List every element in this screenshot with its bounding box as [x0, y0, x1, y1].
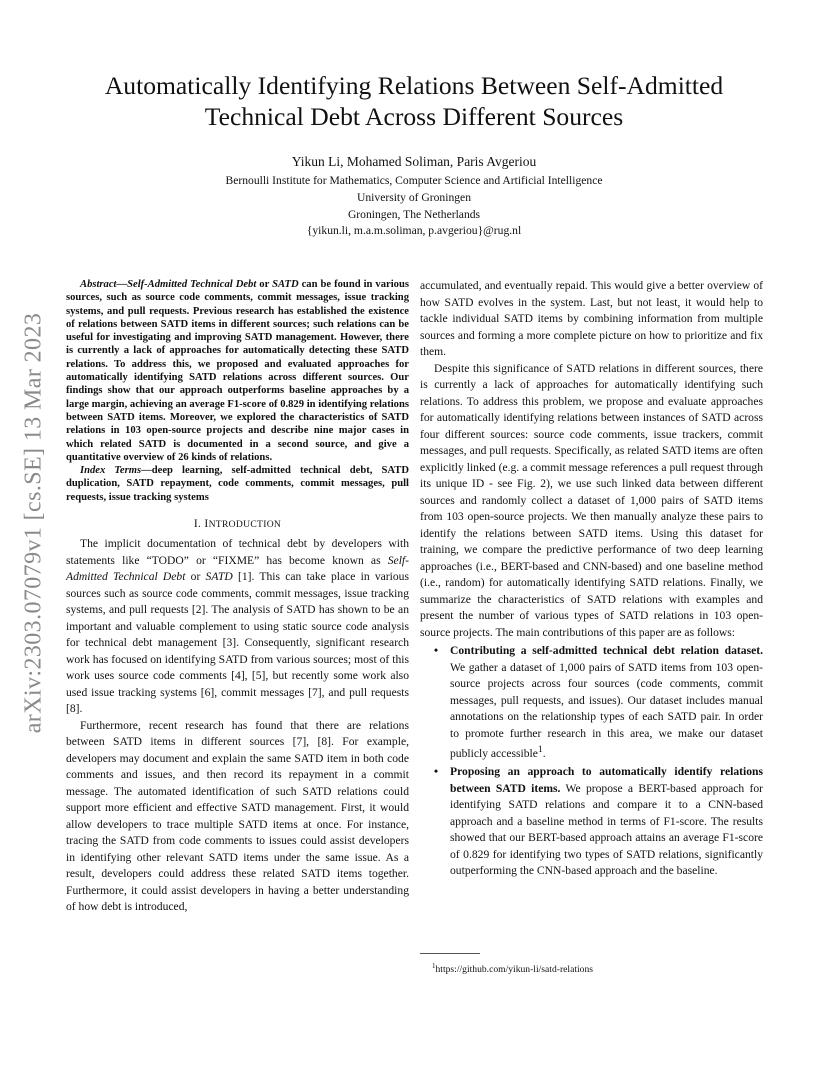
affiliation-block [0, 173, 828, 240]
bullet-marker: • [434, 644, 439, 657]
author-list: Yikun Li, Mohamed Soliman, Paris Avgeriou [291, 154, 537, 169]
abstract-body: can be found in various sources, such as source code comments, commit messages, issue tracking systems, and pull requests. Previous research has established the existence of relations between SATD items in different sources; such relations can be useful for investigating and improving SATD management. However, there is currently a lack of approaches for automatically detecting these SATD relations. To address this, we proposed and evaluated approaches for automatically identifying SATD relations across different sources. Our findings show that our approach outperforms baseline approaches by a large margin, achieving an average F1-score of 0.829 in identifying relations between SATD items. Moreover, we explored the characteristics of SATD relations in 103 open-source projects and describe nine major cases in which related SATD is documented in a second source, and give a quantitative overview of 26 kinds of relations. [66, 279, 409, 463]
intro-paragraph-2: Furthermore, recent research has found that there are relations between SATD items in different sources [7], [8]. For example, developers may document and explain the same SATD item in both code comments and issues, and then record its repayment in a commit message. The automated identification of such SATD relations could support more efficient and effective SATD management. First, it would allow developers to trace multiple SATD items at once. For instance, tracing the SATD from code comments to issues could assist developers in identifying other relevant SATD items under the same issue. As a result, developers could address these related SATD items together. Furthermore, it could assist developers in having a better understanding of how debt is introduced, [66, 718, 409, 914]
intro-paragraph-2-continued: accumulated, and eventually repaid. This would give a better overview of how SATD evolves in the system. Last, but not least, it would help to tackle individual SATD items by combining information from multiple sources and forming a more complete picture on how to prioritize and fix them. [420, 279, 763, 358]
abstract [66, 278, 409, 464]
title-line-1: Automatically Identifying Relations Between Self-Admitted [104, 71, 724, 100]
index-terms [66, 464, 409, 504]
affiliation-location: Groningen, The Netherlands [347, 207, 481, 221]
contribution-item-approach [420, 764, 763, 880]
contribution-2-heading: Proposing an approach to automatically identify relations between SATD items. [450, 765, 763, 795]
footnote [432, 960, 593, 976]
abstract-label: Abstract [80, 279, 117, 290]
affiliation-institute: Bernoulli Institute for Mathematics, Computer Science and Artificial Intelligence [225, 174, 603, 187]
footnote-mark: 1 [432, 962, 436, 970]
contribution-1-end: . [542, 746, 546, 760]
intro-paragraph-1 [66, 536, 409, 718]
affiliation-university: University of Groningen [357, 190, 471, 204]
footnote-divider [420, 953, 480, 954]
right-column [420, 278, 763, 882]
arxiv-sidebar [19, 288, 49, 758]
index-terms-label: Index Terms [80, 465, 142, 477]
intro-p1-text-b: [1]. This can take place in various sources such as source code comments, commit messages, issue tracking systems, and pull requests [2]. The analysis of SATD has shown to be an important and valuable complement to using static source code analysis for technical debt management [3]. Consequently, significant research work has focused on identifying SATD from various sources; most of this work uses source code comments [4], [5], but recently some work also used issue tracking systems [6], commit messages [7], and pull requests [8]. [66, 570, 409, 716]
intro-paragraph-3: Despite this significance of SATD relations in different sources, there is currently a lack of approaches for automatically identifying such relations. To address this problem, we propose and evaluate approaches for automatically identifying relations between instances of SATD across four different sources: source code comments, issue trackers, commit messages, and pull requests. Specifically, as related SATD items are often explicitly linked (e.g. a commit message references a pull request through its unique ID - see Fig. 2), we use such linked data between different sources and randomly collect a dataset of 1,000 pairs of SATD items from 103 open-source projects. We then manually analyze these pairs to identify the relations between SATD items. Using this dataset for training, we compare the predictive performance of two deep learning approaches (i.e., BERT-based and CNN-based) and one baseline method (i.e., random) for automatically identifying SATD relations. Finally, we summarize the characteristics of SATD relations with examples and present the number of various types of SATD relations in 103 open-source projects. The main contributions of this paper are as follows: [420, 361, 763, 639]
paper-title [60, 70, 768, 132]
footnote-reference: 1 [537, 744, 543, 755]
contribution-1-heading: Contributing a self-admitted technical debt relation dataset. [450, 644, 763, 657]
intro-p1-text-a: The implicit documentation of technical debt by developers with statements like “TODO” or “FIXME” has become known as [66, 537, 409, 567]
index-terms-body: —deep learning, self-admitted technical debt, SATD duplication, SATD repayment, code comments, commit messages, pull requests, issue tracking systems [66, 465, 409, 503]
arxiv-identifier: arXiv:2303.07079v1 [cs.SE] 13 Mar 2023 [20, 312, 47, 734]
bullet-marker: • [434, 765, 439, 779]
footnote-link[interactable]: https://github.com/yikun-li/satd-relations [435, 964, 593, 976]
contribution-1-text: We gather a dataset of 1,000 pairs of SATD items from 103 open-source projects across four sources (code comments, commit messages, pull requests, and issues). Our dataset includes manual annotations on the relationship types of each SATD pair. In order to promote further research in this area, we make our dataset publicly accessible [450, 660, 763, 760]
section-heading-introduction [66, 516, 409, 533]
abstract-dash: — [116, 279, 128, 290]
intro-p1-term-1: Self-Admitted Technical Debt [66, 553, 409, 584]
intro-p1-term-2: SATD [205, 570, 233, 584]
intro-p1-or: or [185, 570, 206, 584]
abstract-term-satd-long: Self-Admitted Technical Debt [127, 279, 257, 290]
section-numeral: I. I [193, 517, 209, 531]
contribution-item-dataset [420, 643, 763, 762]
affiliation-emails: {yikun.li, m.a.m.soliman, p.avgeriou}@rug.nl [306, 224, 522, 238]
abstract-term-satd: SATD [272, 279, 299, 290]
left-column [66, 278, 409, 916]
section-heading-rest: NTRODUCTION [208, 519, 282, 531]
abstract-or: or [256, 279, 273, 290]
title-line-2: Technical Debt Across Different Sources [204, 102, 624, 131]
contributions-list [420, 643, 763, 880]
contribution-2-text: We propose a BERT-based approach for identifying SATD relations and compare it to a CNN-based approach and a baseline method in terms of F1-score. The results showed that our BERT-based approach attains an average F1-score of 0.829 for identifying two types of SATD relations, significantly outperforming the CNN-based approach and the baseline. [450, 781, 763, 878]
